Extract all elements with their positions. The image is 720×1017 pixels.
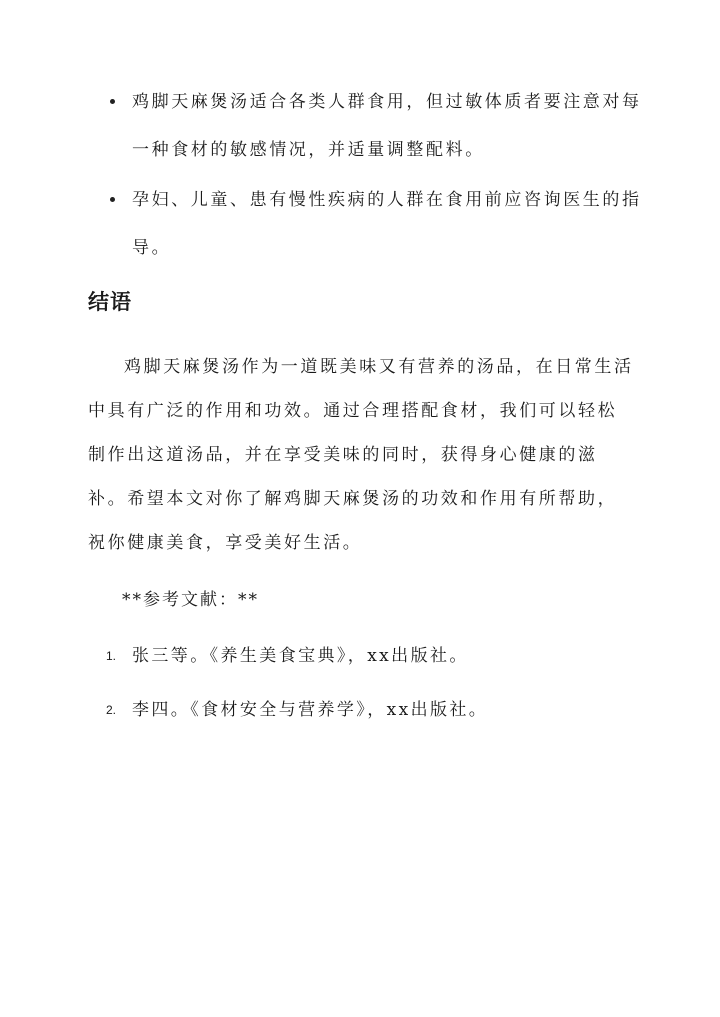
bullet-icon — [110, 197, 115, 202]
reference-text: 李四。《食材安全与营养学》，xx出版社。 — [132, 700, 489, 720]
conclusion-paragraph: 鸡脚天麻煲汤作为一道既美味又有营养的汤品，在日常生活中具有广泛的作用和功效。通过合理搭配食材，我们可以轻松制作出这道汤品，并在享受美味的同时，获得身心健康的滋补。希望本文对你了解鸡脚天麻煲汤的功效和作用有所帮助，祝你健康美食，享受美好生活。 — [88, 357, 634, 553]
bullet-icon — [110, 99, 115, 104]
note-text: 孕妇、儿童、患有慢性疾病的人群在食用前应咨询医生的指导。 — [132, 190, 642, 258]
reference-number: 2. — [106, 703, 117, 717]
reference-text: 张三等。《养生美食宝典》，xx出版社。 — [132, 646, 469, 666]
list-item — [88, 78, 648, 174]
references-title: **参考文献：** — [122, 590, 259, 610]
section-heading: 结语 — [88, 289, 132, 314]
list-item — [88, 634, 648, 678]
notes-list — [88, 78, 648, 274]
note-text: 鸡脚天麻煲汤适合各类人群食用，但过敏体质者要注意对每一种食材的敏感情况，并适量调整配料。 — [132, 92, 642, 160]
list-item — [88, 176, 648, 272]
reference-number: 1. — [106, 649, 117, 663]
reference-list — [88, 634, 648, 742]
list-item — [88, 688, 648, 732]
